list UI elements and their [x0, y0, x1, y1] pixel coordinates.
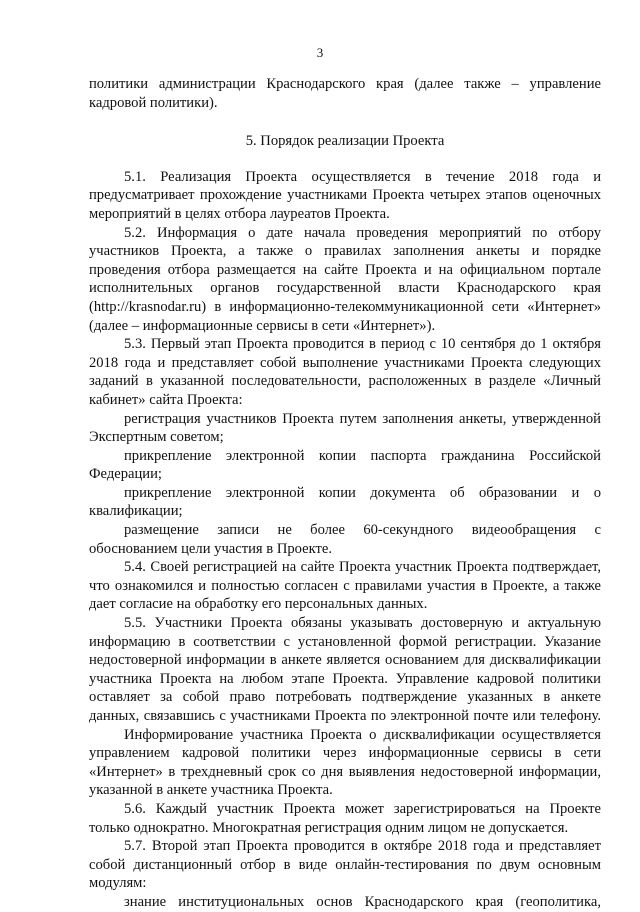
section-heading: 5. Порядок реализации Проекта — [245, 133, 445, 150]
text-line: 5.1. Реализация Проекта осуществляется в течение 2018 года и — [124, 168, 601, 185]
text-line: Информирование участника Проекта о дисквалификации осуществляется — [124, 726, 601, 743]
text-line: управлением кадровой политики через информационные сервисы в сети — [89, 745, 601, 762]
text-line: что ознакомился и полностью согласен с правилами участия в Проекте, а также — [89, 577, 601, 594]
text-line: Федерации; — [89, 466, 162, 483]
document-body — [89, 75, 601, 912]
text-line: оставляет за собой право потребовать подтверждение указанных в анкете — [89, 689, 601, 706]
text-line: прикрепление электронной копии документа об образовании и о — [124, 484, 601, 501]
text-line: прикрепление электронной копии паспорта гражданина Российской — [124, 447, 601, 464]
text-line: недостоверной информации в анкете является основанием для дисквалификации — [89, 652, 601, 669]
text-line: (далее – информационные сервисы в сети «Интернет»). — [89, 317, 436, 334]
text-line: заданий в указанной последовательности, расположенных в разделе «Личный — [89, 373, 601, 390]
text-line: кадровой политики). — [89, 94, 218, 111]
text-line: мероприятий в целях отбора лауреатов Проекта. — [89, 205, 390, 222]
text-line: 5.4. Своей регистрацией на сайте Проекта участник Проекта подтверждает, — [124, 559, 601, 576]
text-line: исполнительных органов государственной власти Краснодарского края — [89, 280, 601, 297]
text-line: 5.7. Второй этап Проекта проводится в октябре 2018 года и представляет — [124, 838, 601, 855]
page-number: 3 — [316, 45, 324, 60]
text-line: политики администрации Краснодарского края (далее также – управление — [89, 76, 601, 92]
text-line: предусматривает прохождение участниками Проекта четырех этапов оценочных — [89, 187, 601, 204]
text-line: кабинет» сайта Проекта: — [89, 391, 243, 408]
text-line: информацию в соответствии с установленной формой регистрации. Указание — [89, 633, 601, 650]
text-line: (http://krasnodar.ru) в информационно-телекоммуникационной сети «Интернет» — [89, 298, 601, 315]
text-line: проведения отбора размещается на сайте Проекта и на официальном портале — [89, 261, 601, 278]
text-line: 5.6. Каждый участник Проекта может зарегистрироваться на Проекте — [124, 800, 601, 817]
text-line: модулям: — [89, 875, 147, 892]
text-line: участников Проекта, а также о правилах заполнения анкеты и порядке — [89, 243, 601, 260]
text-line: квалификации; — [89, 503, 183, 520]
text-line: 5.5. Участники Проекта обязаны указывать достоверную и актуальную — [124, 615, 601, 632]
text-line: 5.2. Информация о дате начала проведения мероприятий по отбору — [124, 224, 601, 241]
text-line: регистрация участников Проекта путем заполнения анкеты, утвержденной — [124, 410, 601, 427]
text-line: знание институциональных основ Краснодарского края (геополитика, — [124, 893, 601, 910]
text-line: данных, связавшись с участниками Проекта по электронной почте или телефону. — [89, 708, 601, 724]
text-line: указанной в анкете участника Проекта. — [89, 782, 333, 799]
text-line: дает согласие на обработку его персональных данных. — [89, 596, 428, 613]
text-line: «Интернет» в трехдневный срок со дня выявления недостоверной информации, — [89, 763, 601, 780]
text-line: размещение записи не более 60-секундного видеообращения с — [124, 522, 601, 539]
text-line: 5.3. Первый этап Проекта проводится в период с 10 сентября до 1 октября — [124, 336, 601, 353]
text-line: обоснованием цели участия в Проекте. — [89, 540, 333, 557]
text-line: собой дистанционный отбор в виде онлайн-тестирования по двум основным — [89, 856, 601, 873]
text-line: участника Проекта на любом этапе Проекта. Управление кадровой политики — [89, 670, 601, 687]
text-line: только однократно. Многократная регистрация одним лицом не допускается. — [89, 819, 569, 836]
text-line: 2018 года и представляет собой выполнение участниками Проекта следующих — [89, 354, 601, 371]
text-line: Экспертным советом; — [89, 429, 224, 446]
